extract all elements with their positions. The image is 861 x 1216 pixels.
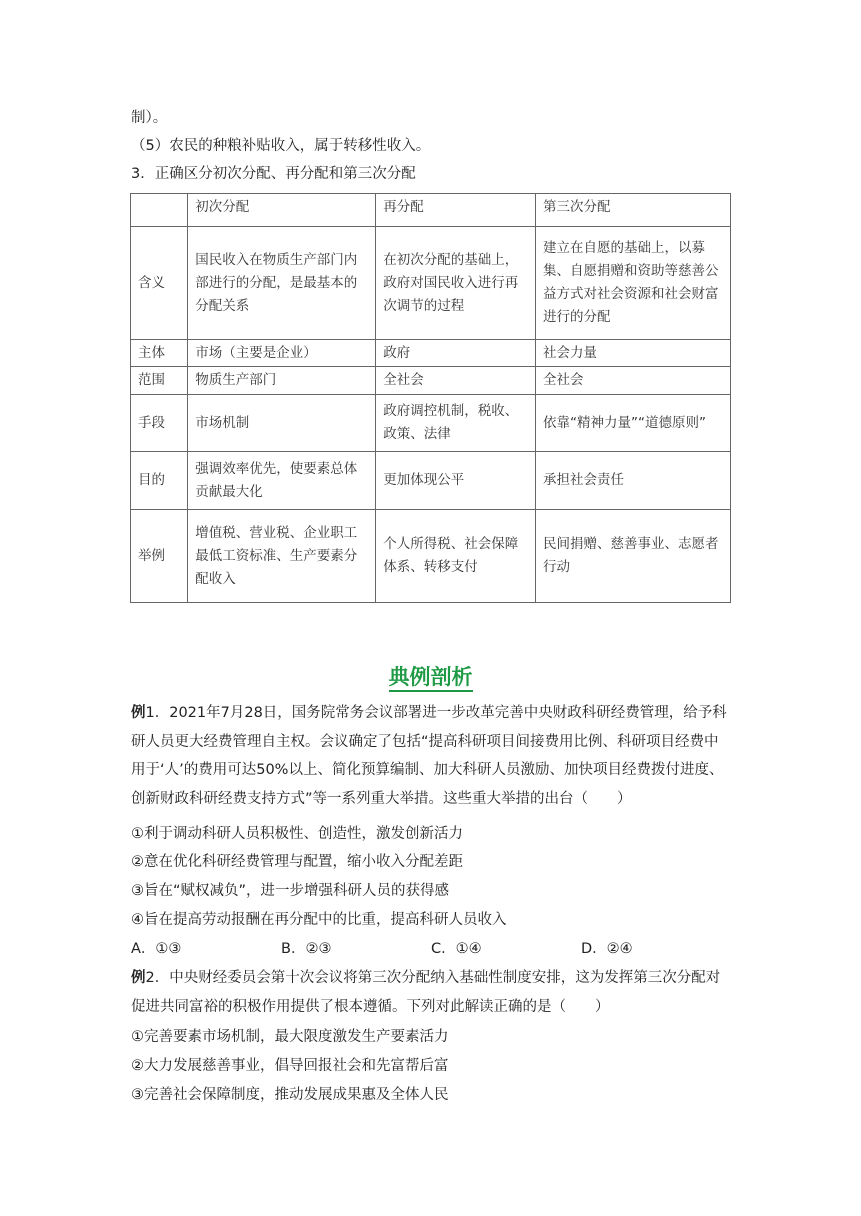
section-title — [0, 662, 861, 692]
section-title-text: 典例剖析 — [389, 665, 473, 692]
table-cell: 强调效率优先，使要素总体贡献最大化 — [188, 452, 376, 510]
table-header-cell — [131, 194, 188, 227]
row-label: 主体 — [131, 340, 188, 367]
table-cell: 更加体现公平 — [376, 452, 536, 510]
table-cell: 政府调控机制，税收、政策、法律 — [376, 395, 536, 452]
statement: ③完善社会保障制度，推动发展成果惠及全体人民 — [131, 1087, 449, 1103]
table-header-cell: 第三次分配 — [536, 194, 731, 227]
row-label: 举例 — [131, 510, 188, 603]
example-2-stem — [131, 964, 731, 1021]
table-cell: 增值税、营业税、企业职工最低工资标准、生产要素分配收入 — [188, 510, 376, 603]
table-row — [131, 227, 731, 340]
statement: ①利于调动科研人员积极性、创造性，激发创新活力 — [131, 826, 463, 842]
row-label: 目的 — [131, 452, 188, 510]
option-d: D．②④ — [581, 941, 633, 957]
option-b: B．②③ — [281, 941, 332, 957]
statement: ③旨在“赋权减负”，进一步增强科研人员的获得感 — [131, 883, 450, 899]
table-row — [131, 510, 731, 603]
row-label: 范围 — [131, 367, 188, 395]
table-cell: 民间捐赠、慈善事业、志愿者行动 — [536, 510, 731, 603]
table-row — [131, 395, 731, 452]
table-cell: 个人所得税、社会保障体系、转移支付 — [376, 510, 536, 603]
table-cell: 在初次分配的基础上，政府对国民收入进行再次调节的过程 — [376, 227, 536, 340]
example-1-stem — [131, 699, 731, 813]
example-1-text: 1．2021年7月28日，国务院常务会议部署进一步改革完善中央财政科研经费管理，给予科研人员更大经费管理自主权。会议确定了包括“提高科研项目间接费用比例、科研项目经费中用于‘人’的费用可达50%以上、简化预算编制、加大科研人员激励、加快项目经费拨付进度、创新财政科研经费支持方式”等一系列重大举措。这些重大举措的出台（ ） — [131, 705, 727, 807]
section-heading-3: 3．正确区分初次分配、再分配和第三次分配 — [131, 166, 416, 182]
table-row — [131, 340, 731, 367]
table-cell: 承担社会责任 — [536, 452, 731, 510]
table-cell: 建立在自愿的基础上，以募集、自愿捐赠和资助等慈善公益方式对社会资源和社会财富进行的分配 — [536, 227, 731, 340]
table-cell: 物质生产部门 — [188, 367, 376, 395]
table-header-cell: 再分配 — [376, 194, 536, 227]
row-label: 手段 — [131, 395, 188, 452]
table-row — [131, 452, 731, 510]
table-cell: 依靠“精神力量”“道德原则” — [536, 395, 731, 452]
example-label: 例 — [131, 970, 146, 986]
intro-line-1: 制）。 — [131, 110, 168, 126]
example-2-text: 2．中央财经委员会第十次会议将第三次分配纳入基础性制度安排，这为发挥第三次分配对促进共同富裕的积极作用提供了根本遵循。下列对此解读正确的是（ ） — [131, 970, 721, 1015]
statement: ②大力发展慈善事业，倡导回报社会和先富帮后富 — [131, 1058, 449, 1074]
table-cell: 全社会 — [376, 367, 536, 395]
table-cell: 市场机制 — [188, 395, 376, 452]
table-row — [131, 367, 731, 395]
table-cell: 全社会 — [536, 367, 731, 395]
intro-line-2: （5）农民的种粮补贴收入，属于转移性收入。 — [131, 138, 431, 154]
example-label: 例 — [131, 705, 146, 721]
option-c: C．①④ — [431, 941, 482, 957]
option-a: A．①③ — [131, 941, 182, 957]
table-cell: 社会力量 — [536, 340, 731, 367]
statement: ④旨在提高劳动报酬在再分配中的比重，提高科研人员收入 — [131, 912, 507, 928]
row-label: 含义 — [131, 227, 188, 340]
answer-options — [131, 935, 731, 963]
distribution-table — [130, 193, 731, 603]
table-header-row — [131, 194, 731, 227]
statement: ①完善要素市场机制，最大限度激发生产要素活力 — [131, 1029, 449, 1045]
table-cell: 政府 — [376, 340, 536, 367]
table-header-cell: 初次分配 — [188, 194, 376, 227]
table-cell: 国民收入在物质生产部门内部进行的分配，是最基本的分配关系 — [188, 227, 376, 340]
table-cell: 市场（主要是企业） — [188, 340, 376, 367]
statement: ②意在优化科研经费管理与配置，缩小收入分配差距 — [131, 854, 463, 870]
